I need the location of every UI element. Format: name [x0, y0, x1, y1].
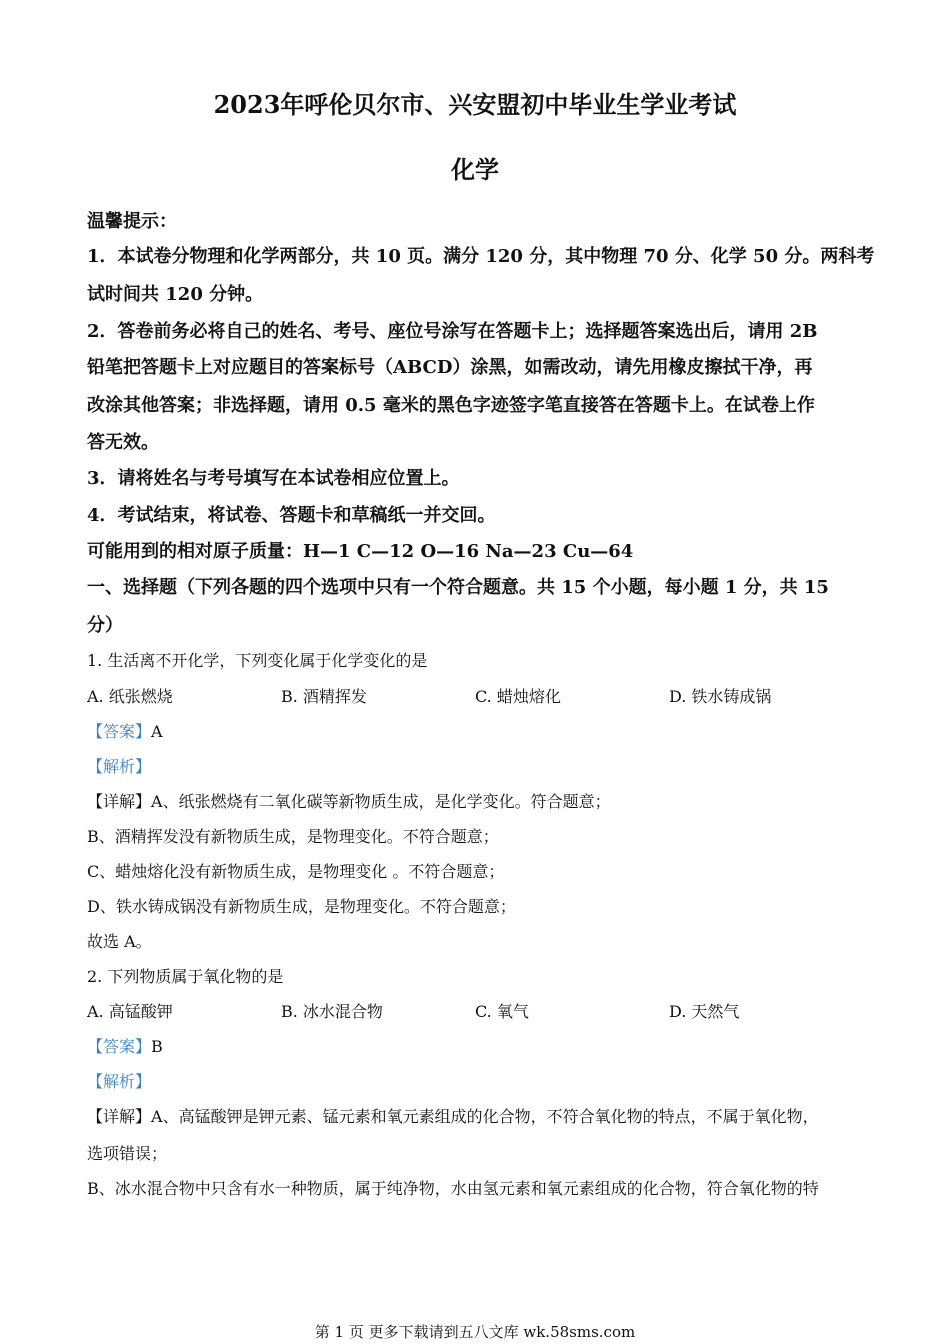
- notice-heading: 温馨提示：: [87, 211, 177, 232]
- analysis-tag: 【解析】: [87, 1072, 152, 1091]
- detail-line: [87, 790, 867, 814]
- option-d: D. 天然气: [669, 1002, 740, 1021]
- option-b: B. 冰水混合物: [281, 1002, 383, 1021]
- detail-line: D、铁水铸成锅没有新物质生成，是物理变化。不符合题意；: [87, 897, 516, 916]
- question-stem: 2. 下列物质属于氧化物的是: [87, 967, 284, 986]
- answer-value: B: [151, 1037, 163, 1056]
- detail-text: A、高锰酸钾是钾元素、锰元素和氧元素组成的化合物，不符合氧化物的特点，不属于氧化物，: [151, 1107, 819, 1126]
- option-c: C. 氧气: [475, 1002, 529, 1021]
- detail-tag: 【详解】: [87, 1107, 152, 1126]
- option-c: C. 蜡烛熔化: [475, 687, 561, 706]
- detail-line: C、蜡烛熔化没有新物质生成，是物理变化 。不符合题意；: [87, 862, 505, 881]
- detail-line: B、酒精挥发没有新物质生成，是物理变化。不符合题意；: [87, 827, 499, 846]
- detail-line: [87, 1105, 867, 1129]
- option-a: A. 纸张燃烧: [87, 687, 173, 706]
- answer-tag: 【答案】: [87, 722, 152, 741]
- notice-line: 铅笔把答题卡上对应题目的答案标号（ABCD）涂黑，如需改动，请先用橡皮擦拭干净，再: [87, 357, 813, 378]
- detail-tag: 【详解】: [87, 792, 152, 811]
- notice-line: 3．请将姓名与考号填写在本试卷相应位置上。: [87, 468, 460, 489]
- subject-title: 化学: [451, 155, 499, 184]
- answer-tag: 【答案】: [87, 1037, 152, 1056]
- page-footer: 第 1 页 更多下载请到五八文库 wk.58sms.com: [314, 1323, 636, 1341]
- notice-line: 试时间共 120 分钟。: [87, 284, 264, 305]
- answer-line: [87, 720, 867, 744]
- notice-line: 2．答卷前务必将自己的姓名、考号、座位号涂写在答题卡上；选择题答案选出后，请用 2B: [87, 321, 818, 342]
- section-heading: 一、选择题（下列各题的四个选项中只有一个符合题意。共 15 个小题，每小题 1 分，共 15: [87, 577, 829, 598]
- notice-line: 改涂其他答案；非选择题，请用 0.5 毫米的黑色字迹签字笔直接答在答题卡上。在试卷上作: [87, 395, 815, 416]
- detail-line: 故选 A。: [87, 932, 152, 951]
- option-d: D. 铁水铸成锅: [669, 687, 772, 706]
- atomic-masses: 可能用到的相对原子质量：H—1 C—12 O—16 Na—23 Cu—64: [87, 541, 634, 562]
- exam-title: 2023年呼伦贝尔市、兴安盟初中毕业生学业考试: [213, 90, 737, 119]
- analysis-tag: 【解析】: [87, 757, 152, 776]
- answer-line: [87, 1035, 867, 1059]
- detail-line: 选项错误；: [87, 1144, 168, 1163]
- notice-line: 答无效。: [87, 432, 159, 453]
- option-b: B. 酒精挥发: [281, 687, 367, 706]
- option-a: A. 高锰酸钾: [87, 1002, 173, 1021]
- question-stem: 1. 生活离不开化学，下列变化属于化学变化的是: [87, 651, 428, 670]
- section-heading: 分）: [87, 615, 123, 636]
- notice-line: 4．考试结束，将试卷、答题卡和草稿纸一并交回。: [87, 505, 496, 526]
- detail-text: A、纸张燃烧有二氧化碳等新物质生成，是化学变化。符合题意；: [151, 792, 611, 811]
- detail-line: B、冰水混合物中只含有水一种物质，属于纯净物，水由氢元素和氧元素组成的化合物，符合氧化物的特: [87, 1179, 819, 1198]
- answer-value: A: [151, 722, 163, 741]
- notice-line: 1．本试卷分物理和化学两部分，共 10 页。满分 120 分，其中物理 70 分、化学 50 分。两科考: [87, 246, 875, 267]
